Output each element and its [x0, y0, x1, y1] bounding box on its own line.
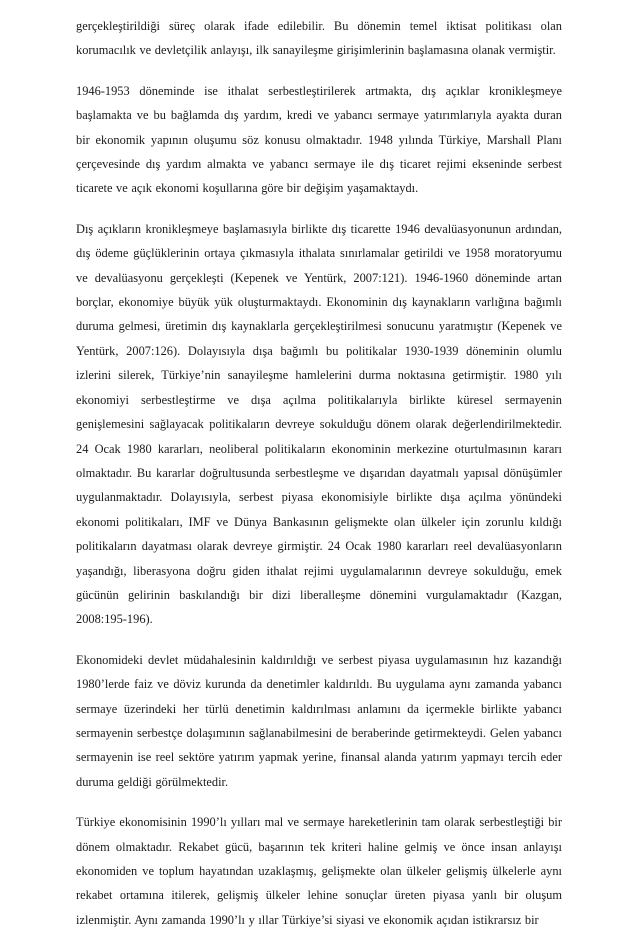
paragraph-2: 1946-1953 döneminde ise ithalat serbestleştirilerek artmakta, dış açıklar kronikleşmeye başlamakta ve bu bağlamda dış yardım, kredi ve yabancı sermaye yatırımlarıyla ayakta duran bir ekonomik yapının oluşumu söz konusu olmaktadır. 1948 yılında Türkiye, Marshall Planı çerçevesinde dış yardım almakta ve yabancı sermaye ile dış ticaret rejimi ekseninde serbest ticarete ve açık ekonomi koşullarına göre bir değişim yaşamaktaydı. [76, 83, 562, 196]
paragraph-4: Ekonomideki devlet müdahalesinin kaldırıldığı ve serbest piyasa uygulamasının hız kazandığı 1980’lerde faiz ve döviz kurunda da denetimler kaldırıldı. Bu uygulama aynı zamanda yabancı sermaye üzerindeki her türlü denetimin kaldırılması anlamını da içermekle birlikte yabancı sermayenin serbestçe dolaşımının sağlanabilmesini de beraberinde getirmekteydi. Gelen yabancı sermayenin ise reel sektöre yatırım yapmak yerine, finansal alanda yatırım yapmayı tercih eder duruma geldiği görülmektedir. [76, 652, 562, 789]
paragraph-3: Dış açıkların kronikleşmeye başlamasıyla birlikte dış ticarette 1946 devalüasyonunun ardından, dış ödeme güçlüklerinin ortaya çıkmasıyla ithalata sınırlamalar getirildi ve 1958 moratoryumu ve devalüasyonu gerçekleşti (Kepenek ve Yentürk, 2007:121). 1946-1960 döneminde artan borçlar, ekonomiye büyük yük oluşturmaktaydı. Ekonominin dış kaynakların varlığına bağımlı duruma gelmesi, üretimin dış kaynaklarla gerçekleştirilmesi sonucunu yaratmıştır (Kepenek ve Yentürk, 2007:126). Dolayısıyla dışa bağımlı bu politikalar 1930-1939 döneminin olumlu izlerini silerek, Türkiye’nin sanayileşme hamlelerini durma noktasına getirmiştir. 1980 yılı ekonomiyi serbestleştirme ve dışa açılma politikalarıyla birlikte küresel sermayenin genişlemesini sağlayacak politikaların devreye sokulduğu dönem olarak değerlendirilmektedir. 24 Ocak 1980 kararları, neoliberal politikaların ekonominin merkezine oturtulmasının kararı olmaktadır. Bu kararlar doğrultusunda serbestleşme ve dışarıdan dayatmalı yapısal dönüşümler uygulanmaktadır. Dolayısıyla, serbest piyasa ekonomisiyle birlikte dışa açılma yönündeki ekonomi politikaları, IMF ve Dünya Bankasının gelişmekte olan ülkeler için zorunlu kıldığı politikaların dayatması olarak devreye girmiştir. 24 Ocak 1980 kararları reel devalüasyonların yaşandığı, liberasyona doğru giden ithalat rejimi uygulamalarının devreye sokulduğu, emek gücünün gelirinin baskılandığı bir dizi liberalleşme dönemini vurgulamaktadır (Kazgan, 2008:195-196). [76, 221, 562, 627]
paragraph-1: gerçekleştirildiği süreç olarak ifade edilebilir. Bu dönemin temel iktisat politikası olan korumacılık ve devletçilik anlayışı, ilk sanayileşme girişimlerinin başlamasına olanak vermiştir. [76, 19, 562, 58]
document-page [76, 14, 562, 948]
paragraph-5: Türkiye ekonomisinin 1990’lı yılları mal ve sermaye hareketlerinin tam olarak serbestleştiği bir dönem olmaktadır. Rekabet gücü, başarının tek kriteri haline gelmiş ve önce insan anlayışı ekonomiden ve toplum hayatından uzaklaşmış, gelişmekte olan ülkeler gelişmiş ülkelerle aynı rekabet ortamına itilerek, gelişmiş ülkeler lehine sonuçlar üreten piyasa yanlı bir oluşum izlenmiştir. Aynı zamanda 1990’lı y ıllar Türkiye’si siyasi ve ekonomik açıdan istikrarsız bir [76, 815, 562, 927]
